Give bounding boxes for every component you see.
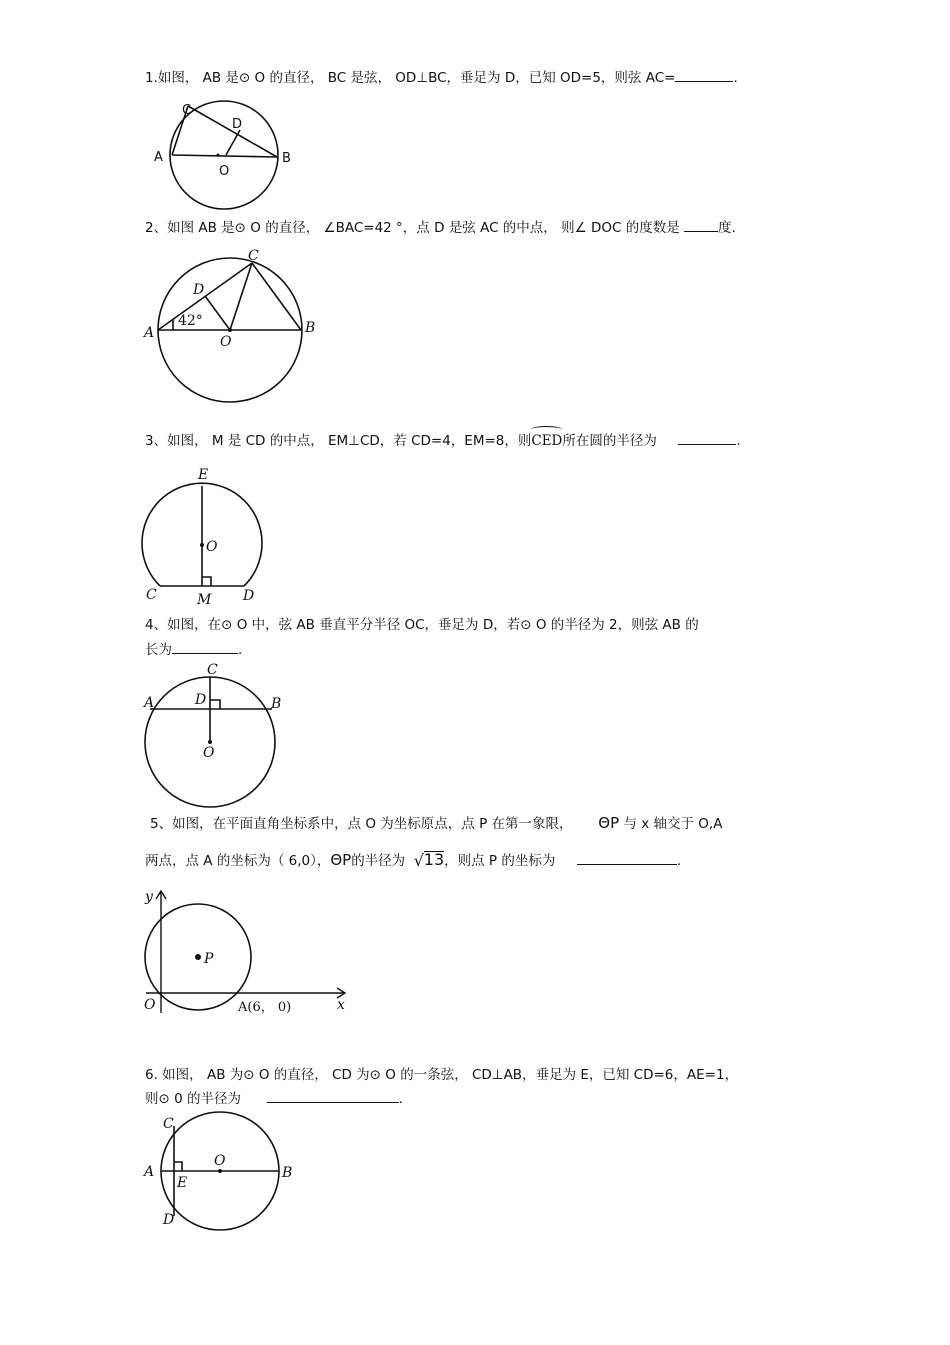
label-m: M [197, 592, 212, 608]
label-c: C [182, 103, 192, 118]
center-dot [217, 154, 220, 157]
answer-blank[interactable] [678, 430, 736, 445]
label-o: O [206, 539, 218, 555]
sqrt-13: √ 13 [413, 850, 445, 870]
label-c: C [207, 662, 218, 678]
label-a: A [144, 695, 155, 711]
label-d: D [243, 588, 255, 604]
answer-blank[interactable] [267, 1088, 399, 1103]
answer-blank[interactable] [675, 67, 733, 82]
label-b: B [282, 1165, 293, 1181]
figure-4 [140, 660, 290, 810]
label-c: C [146, 587, 157, 603]
label-e: E [198, 467, 209, 483]
question-5-line2: 两点，点 A 的坐标为（ 6,0），ΘP的半径为 √ 13，则点 P 的坐标为 . [145, 850, 682, 870]
right-angle-mark [202, 577, 211, 586]
label-o: O [214, 1153, 226, 1169]
question-3-text: 3、如图， M 是 CD 的中点， EM⊥CD，若 CD=4，EM=8，则 CED所在圆的半径为 . [145, 430, 741, 450]
label-c: C [248, 248, 259, 264]
label-y: y [145, 889, 153, 905]
segment-od [205, 296, 230, 330]
label-e: E [177, 1175, 188, 1191]
label-x: x [337, 997, 345, 1013]
diameter-ab [172, 155, 277, 157]
label-c: C [163, 1116, 174, 1132]
question-4-line1: 4、如图，在⊙ O 中，弦 AB 垂直平分半径 OC，垂足为 D，若⊙ O 的半径为 2，则弦 AB 的 [145, 617, 699, 633]
label-o: O [203, 745, 215, 761]
label-o: O [220, 334, 232, 350]
label-d: D [193, 282, 205, 298]
label-b: B [305, 320, 316, 336]
right-angle-mark [174, 1162, 182, 1171]
right-angle-mark [210, 700, 220, 709]
figure-5 [140, 885, 355, 1025]
figure-3 [140, 462, 275, 607]
answer-blank[interactable] [684, 217, 718, 232]
label-p: P [204, 951, 214, 967]
question-5-line1: 5、如图，在平面直角坐标系中，点 O 为坐标原点，点 P 在第一象限， ΘP 与 x 轴交于 O,A [150, 814, 723, 832]
label-a: A [144, 1164, 155, 1180]
question-6-line2: 则⊙ 0 的半径为 . [145, 1088, 403, 1108]
question-1-text: 1.如图， AB 是⊙ O 的直径， BC 是弦， OD⊥BC，垂足为 D，已知 OD=5，则弦 AC= . [145, 67, 738, 87]
label-b: B [271, 696, 282, 712]
label-a: A [154, 150, 163, 165]
arc-ced: CED [531, 432, 562, 450]
figure-2 [140, 244, 330, 409]
label-d: D [195, 692, 207, 708]
question-6-line1: 6. 如图， AB 为⊙ O 的直径， CD 为⊙ O 的一条弦， CD⊥AB，垂足为 E，已知 CD=6，AE=1， [145, 1067, 739, 1083]
label-a: A [144, 325, 155, 341]
figure-1 [140, 95, 310, 215]
label-angle: 42° [178, 313, 203, 329]
answer-blank[interactable] [577, 850, 677, 865]
label-d: D [232, 117, 243, 132]
question-4-line2: 长为 . [145, 639, 242, 659]
answer-blank[interactable] [172, 639, 238, 654]
label-d: D [163, 1212, 175, 1228]
center-dot [200, 543, 204, 547]
center-dot [218, 1169, 222, 1173]
label-a: A(6， 0) [238, 1000, 292, 1015]
segment-od [226, 130, 240, 155]
figure-6 [140, 1110, 305, 1235]
question-2-text: 2、如图 AB 是⊙ O 的直径， ∠BAC=42 °，点 D 是弦 AC 的中点， 则∠ DOC 的度数是 度. [145, 217, 736, 237]
label-b: B [282, 151, 291, 166]
center-dot [228, 328, 232, 332]
label-o: O [219, 164, 230, 179]
center-dot [208, 740, 212, 744]
label-o: O [144, 997, 156, 1013]
segment-oc [230, 263, 252, 330]
point-p [195, 954, 201, 960]
